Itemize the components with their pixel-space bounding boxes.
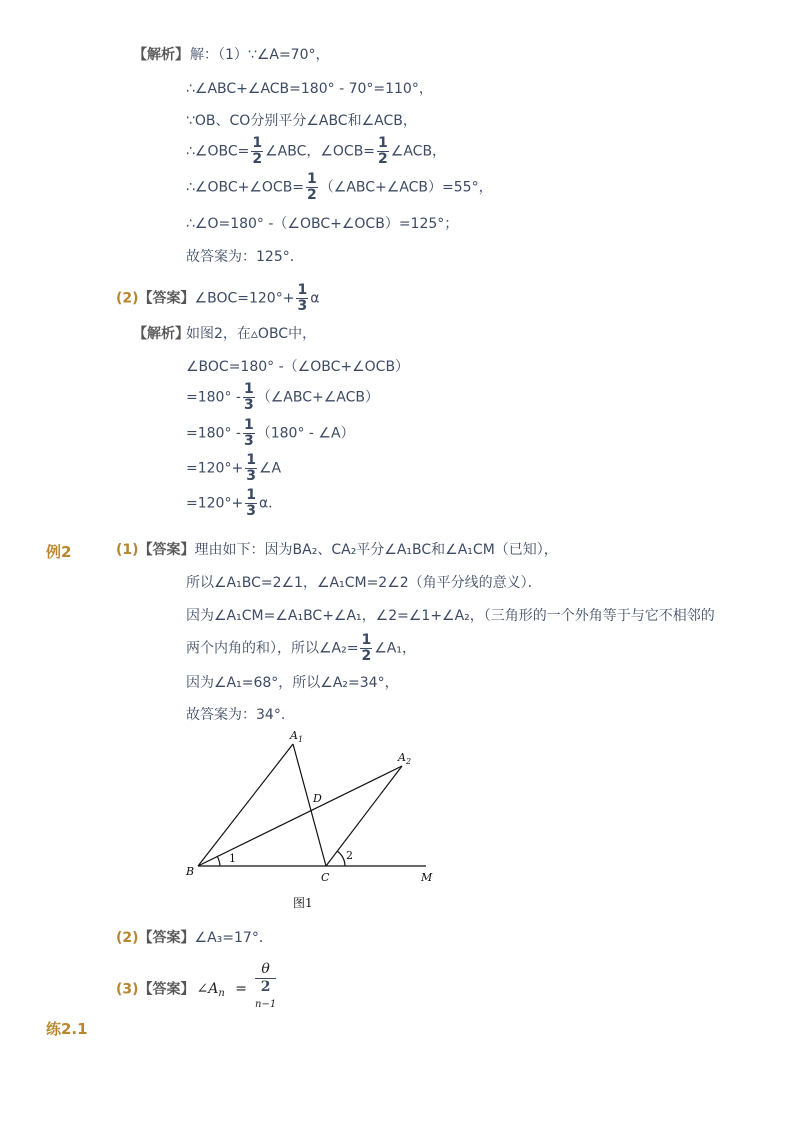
answer-row (116, 961, 278, 1018)
text: ∠A (258, 460, 282, 477)
denominator: 2 (361, 648, 372, 664)
denominator: 3 (243, 397, 254, 413)
analysis-line (186, 172, 493, 203)
answer-row (116, 541, 558, 559)
analysis-line: 如图2，在▵OBC中， (186, 326, 317, 342)
item-number: (2) (116, 930, 139, 946)
numerator: 1 (246, 487, 256, 503)
label-a1: $A_1$ (290, 729, 304, 744)
answer-row (116, 283, 319, 314)
text: 理由如下：因为BA₂、CA₂平分∠A₁BC和∠A₁CM（已知）， (194, 542, 558, 558)
text: （∠ABC+∠ACB） (256, 389, 379, 406)
label-d: D (313, 792, 322, 805)
text: ∠A₃=17°． (194, 930, 273, 946)
analysis-line: ∵OB、CO分别平分∠ABC和∠ACB， (186, 113, 417, 129)
answer-label: 【答案】 (138, 542, 195, 558)
text: α． (258, 495, 283, 512)
denominator: 3 (297, 298, 308, 314)
fraction (245, 453, 257, 484)
text: =180° - (186, 389, 241, 406)
denominator: 2 (378, 151, 388, 167)
line-ba2 (198, 766, 402, 866)
numerator: 1 (307, 171, 317, 187)
analysis-line: ∴∠ABC+∠ACB=180° - 70°=110°， (186, 81, 433, 97)
text: =120°+ (186, 460, 244, 477)
analysis-line (186, 488, 282, 519)
text: ∠A (196, 981, 219, 998)
numerator: 1 (243, 417, 254, 433)
line-ba1 (198, 744, 293, 866)
fraction (296, 283, 308, 314)
denominator: 3 (246, 468, 256, 484)
analysis-line: 故答案为：125°． (186, 249, 304, 265)
fraction (243, 382, 255, 413)
answer-row (116, 929, 273, 947)
text: （180° - ∠A） (256, 425, 355, 442)
text: ∠BOC=120°+ (194, 290, 295, 307)
geometry-figure (180, 725, 440, 890)
subscript: n (218, 988, 225, 1000)
text: ∴∠OBC+∠OCB= (186, 179, 305, 196)
fraction (306, 172, 318, 203)
numerator: 1 (246, 452, 256, 468)
fraction (245, 488, 257, 519)
figure-caption: 图1 (293, 896, 313, 910)
analysis-line: 因为∠A₁=68°，所以∠A₂=34°， (186, 675, 399, 691)
angle-2-arc (337, 851, 345, 866)
label-angle-1: 1 (229, 852, 236, 865)
denominator: 3 (243, 433, 254, 449)
fraction (360, 633, 372, 664)
analysis-line: 因为∠A₁CM=∠A₁BC+∠A₁，∠2=∠1+∠A₂，（三角形的一个外角等于与它不相邻的 (186, 608, 715, 624)
example-heading: 例2 (46, 543, 72, 561)
analysis-label: 【解析】 (133, 326, 189, 342)
analysis-line (186, 136, 446, 167)
analysis-line (186, 453, 281, 484)
fraction (243, 418, 255, 449)
text: ∠ACB， (390, 143, 447, 160)
practice-heading: 练2.1 (46, 1020, 88, 1038)
formula-lhs (196, 981, 225, 1000)
superscript: n−1 (255, 999, 277, 1010)
line-a1c (293, 744, 326, 866)
item-number: (3) (116, 981, 139, 998)
denominator: 2 (252, 151, 263, 167)
answer-label: 【答案】 (138, 290, 195, 307)
text: （∠ABC+∠ACB）=55°， (319, 179, 493, 196)
fraction (255, 961, 276, 1018)
text: ∠ABC，∠OCB= (265, 143, 376, 160)
item-number: (2) (116, 290, 139, 307)
text: =120°+ (186, 495, 244, 512)
numerator: θ (255, 961, 276, 979)
numerator: 1 (252, 135, 263, 151)
item-number: (1) (116, 542, 139, 558)
analysis-line: ∠BOC=180° -（∠OBC+∠OCB） (186, 359, 410, 375)
denominator: 3 (246, 503, 256, 519)
analysis-line (186, 418, 355, 449)
analysis-line (186, 633, 416, 664)
denominator: 2 (307, 187, 317, 203)
answer-label: 【答案】 (138, 930, 195, 946)
numerator: 1 (361, 632, 372, 648)
analysis-line: ∴∠O=180° -（∠OBC+∠OCB）=125°； (186, 216, 459, 232)
text: ∴∠OBC= (186, 143, 250, 160)
label-c: C (321, 871, 330, 884)
label-angle-2: 2 (346, 849, 353, 862)
numerator: 1 (243, 381, 254, 397)
numerator: 1 (297, 282, 308, 298)
answer-label: 【答案】 (138, 981, 195, 998)
angle-1-arc (217, 856, 220, 866)
analysis-line: 所以∠A₁BC=2∠1，∠A₁CM=2∠2（角平分线的意义）． (186, 575, 542, 591)
equals-sign: = (235, 981, 248, 998)
text: 两个内角的和），所以∠A₂= (186, 640, 359, 657)
denominator (255, 979, 276, 1018)
fraction (377, 136, 389, 167)
analysis-label: 【解析】 (133, 47, 189, 63)
label-a2: $A_2$ (398, 751, 412, 766)
text: α (310, 290, 320, 307)
analysis-line: 解：（1）∵∠A=70°， (190, 47, 330, 63)
text: =180° - (186, 425, 241, 442)
text: ∠A₁， (374, 640, 416, 657)
analysis-line: 故答案为：34°. (186, 707, 286, 723)
label-m: M (421, 871, 433, 884)
fraction (251, 136, 263, 167)
text: 2 (260, 979, 271, 995)
label-b: B (186, 865, 195, 878)
numerator: 1 (378, 135, 388, 151)
analysis-line (186, 382, 379, 413)
